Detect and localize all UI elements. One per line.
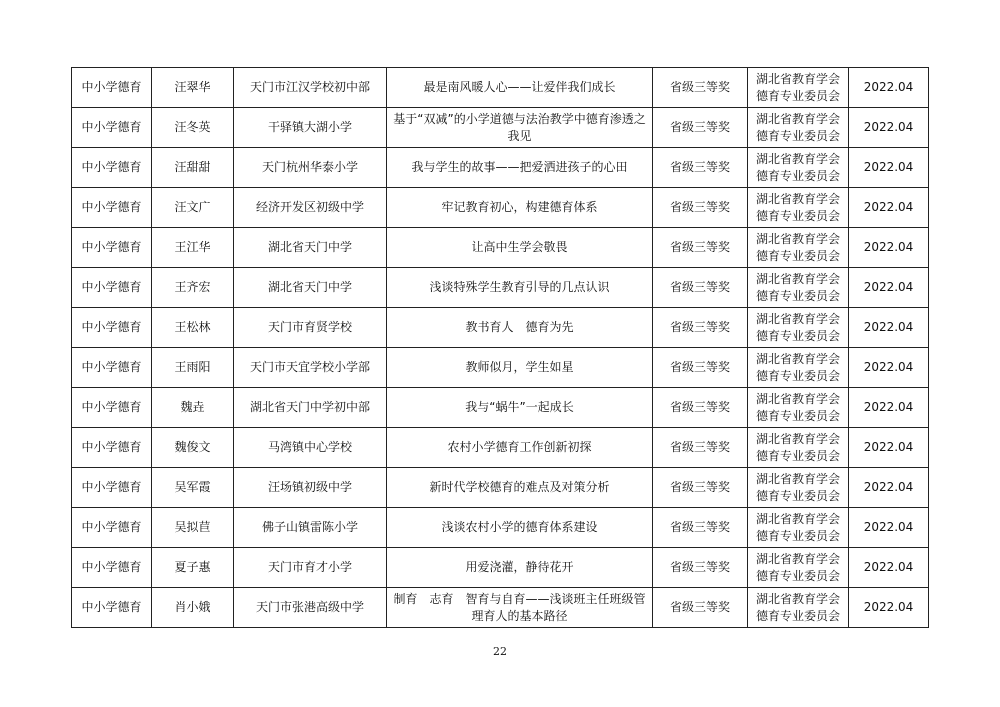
table-row [72, 268, 929, 308]
title-cell: 浅谈特殊学生教育引导的几点认识 [387, 268, 653, 308]
table-row [72, 188, 929, 228]
award-cell: 省级三等奖 [653, 428, 748, 468]
award-cell: 省级三等奖 [653, 388, 748, 428]
table-row [72, 68, 929, 108]
date-cell: 2022.04 [849, 348, 929, 388]
name-cell: 王松林 [152, 308, 234, 348]
category-cell: 中小学德育 [72, 108, 152, 148]
award-cell: 省级三等奖 [653, 348, 748, 388]
award-cell: 省级三等奖 [653, 228, 748, 268]
award-cell: 省级三等奖 [653, 548, 748, 588]
school-cell: 天门市张港高级中学 [234, 588, 387, 628]
category-cell: 中小学德育 [72, 548, 152, 588]
award-cell: 省级三等奖 [653, 508, 748, 548]
organization-cell: 湖北省教育学会德育专业委员会 [748, 148, 849, 188]
award-cell: 省级三等奖 [653, 188, 748, 228]
page-number: 22 [493, 645, 507, 658]
organization-cell: 湖北省教育学会德育专业委员会 [748, 468, 849, 508]
awards-table [71, 67, 929, 628]
table-row [72, 308, 929, 348]
school-cell: 天门市育才小学 [234, 548, 387, 588]
category-cell: 中小学德育 [72, 468, 152, 508]
award-cell: 省级三等奖 [653, 68, 748, 108]
title-cell: 让高中生学会敬畏 [387, 228, 653, 268]
title-cell: 用爱浇灌，静待花开 [387, 548, 653, 588]
date-cell: 2022.04 [849, 388, 929, 428]
date-cell: 2022.04 [849, 148, 929, 188]
organization-cell: 湖北省教育学会德育专业委员会 [748, 548, 849, 588]
table-row [72, 588, 929, 628]
name-cell: 汪翠华 [152, 68, 234, 108]
award-cell: 省级三等奖 [653, 268, 748, 308]
name-cell: 汪文广 [152, 188, 234, 228]
name-cell: 汪甜甜 [152, 148, 234, 188]
date-cell: 2022.04 [849, 108, 929, 148]
table-row [72, 348, 929, 388]
title-cell: 基于“双减”的小学道德与法治教学中德育渗透之我见 [387, 108, 653, 148]
table-row [72, 108, 929, 148]
category-cell: 中小学德育 [72, 348, 152, 388]
name-cell: 汪冬英 [152, 108, 234, 148]
category-cell: 中小学德育 [72, 148, 152, 188]
award-cell: 省级三等奖 [653, 148, 748, 188]
organization-cell: 湖北省教育学会德育专业委员会 [748, 388, 849, 428]
table-row [72, 428, 929, 468]
date-cell: 2022.04 [849, 188, 929, 228]
organization-cell: 湖北省教育学会德育专业委员会 [748, 308, 849, 348]
title-cell: 最是南风暖人心——让爱伴我们成长 [387, 68, 653, 108]
category-cell: 中小学德育 [72, 268, 152, 308]
table-row [72, 468, 929, 508]
title-cell: 农村小学德育工作创新初探 [387, 428, 653, 468]
name-cell: 魏垚 [152, 388, 234, 428]
date-cell: 2022.04 [849, 68, 929, 108]
name-cell: 夏子惠 [152, 548, 234, 588]
table-row [72, 548, 929, 588]
organization-cell: 湖北省教育学会德育专业委员会 [748, 588, 849, 628]
school-cell: 干驿镇大湖小学 [234, 108, 387, 148]
organization-cell: 湖北省教育学会德育专业委员会 [748, 348, 849, 388]
date-cell: 2022.04 [849, 268, 929, 308]
title-cell: 浅谈农村小学的德育体系建设 [387, 508, 653, 548]
award-cell: 省级三等奖 [653, 468, 748, 508]
school-cell: 湖北省天门中学 [234, 268, 387, 308]
category-cell: 中小学德育 [72, 428, 152, 468]
title-cell: 新时代学校德育的难点及对策分析 [387, 468, 653, 508]
date-cell: 2022.04 [849, 468, 929, 508]
name-cell: 肖小娥 [152, 588, 234, 628]
organization-cell: 湖北省教育学会德育专业委员会 [748, 508, 849, 548]
title-cell: 我与“蜗牛”一起成长 [387, 388, 653, 428]
date-cell: 2022.04 [849, 548, 929, 588]
school-cell: 天门市天宜学校小学部 [234, 348, 387, 388]
school-cell: 经济开发区初级中学 [234, 188, 387, 228]
organization-cell: 湖北省教育学会德育专业委员会 [748, 428, 849, 468]
category-cell: 中小学德育 [72, 228, 152, 268]
name-cell: 王雨阳 [152, 348, 234, 388]
organization-cell: 湖北省教育学会德育专业委员会 [748, 228, 849, 268]
organization-cell: 湖北省教育学会德育专业委员会 [748, 68, 849, 108]
name-cell: 王江华 [152, 228, 234, 268]
school-cell: 湖北省天门中学 [234, 228, 387, 268]
date-cell: 2022.04 [849, 428, 929, 468]
category-cell: 中小学德育 [72, 388, 152, 428]
table-row [72, 508, 929, 548]
date-cell: 2022.04 [849, 508, 929, 548]
title-cell: 制育 志育 智育与自育——浅谈班主任班级管理育人的基本路径 [387, 588, 653, 628]
date-cell: 2022.04 [849, 228, 929, 268]
title-cell: 教书育人 德育为先 [387, 308, 653, 348]
school-cell: 湖北省天门中学初中部 [234, 388, 387, 428]
category-cell: 中小学德育 [72, 68, 152, 108]
title-cell: 教师似月，学生如星 [387, 348, 653, 388]
title-cell: 我与学生的故事——把爱洒进孩子的心田 [387, 148, 653, 188]
award-cell: 省级三等奖 [653, 108, 748, 148]
organization-cell: 湖北省教育学会德育专业委员会 [748, 188, 849, 228]
table-row [72, 228, 929, 268]
category-cell: 中小学德育 [72, 308, 152, 348]
school-cell: 汪场镇初级中学 [234, 468, 387, 508]
table-row [72, 388, 929, 428]
school-cell: 天门市育贤学校 [234, 308, 387, 348]
organization-cell: 湖北省教育学会德育专业委员会 [748, 268, 849, 308]
school-cell: 佛子山镇雷陈小学 [234, 508, 387, 548]
date-cell: 2022.04 [849, 308, 929, 348]
award-cell: 省级三等奖 [653, 308, 748, 348]
school-cell: 马湾镇中心学校 [234, 428, 387, 468]
date-cell: 2022.04 [849, 588, 929, 628]
name-cell: 魏俊文 [152, 428, 234, 468]
category-cell: 中小学德育 [72, 588, 152, 628]
award-cell: 省级三等奖 [653, 588, 748, 628]
table-row [72, 148, 929, 188]
category-cell: 中小学德育 [72, 188, 152, 228]
name-cell: 吴军霞 [152, 468, 234, 508]
name-cell: 吴拟苣 [152, 508, 234, 548]
table-body [72, 68, 929, 628]
school-cell: 天门杭州华泰小学 [234, 148, 387, 188]
name-cell: 王齐宏 [152, 268, 234, 308]
title-cell: 牢记教育初心，构建德育体系 [387, 188, 653, 228]
organization-cell: 湖北省教育学会德育专业委员会 [748, 108, 849, 148]
school-cell: 天门市江汉学校初中部 [234, 68, 387, 108]
category-cell: 中小学德育 [72, 508, 152, 548]
